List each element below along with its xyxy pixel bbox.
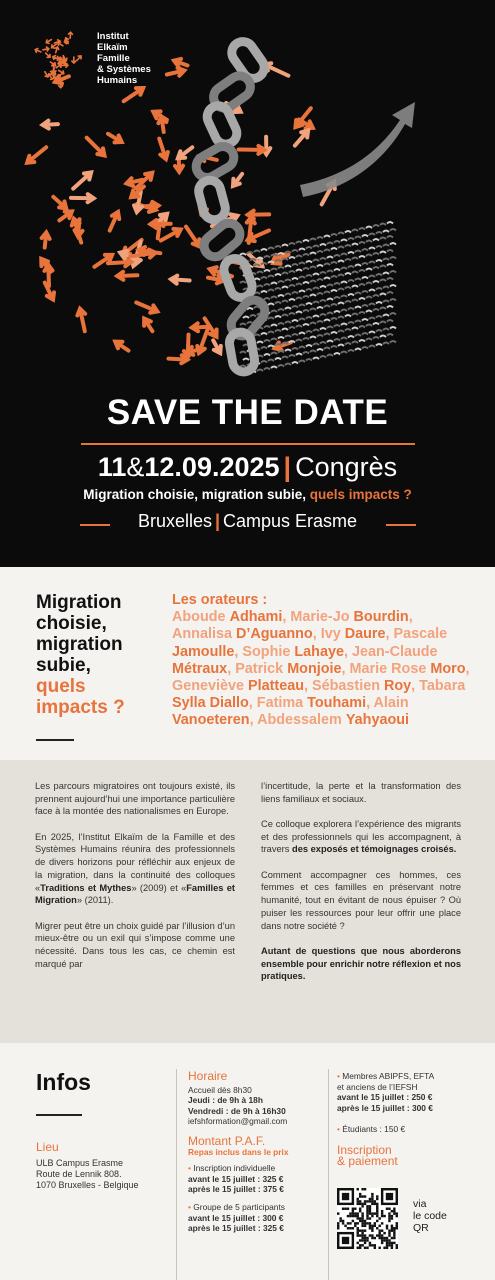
theme-line-3: migration xyxy=(36,634,123,655)
orator-name: Patrick Monjoie xyxy=(235,660,342,677)
subtitle-highlight: quels impacts ? xyxy=(309,487,412,502)
inscription-title-2: & paiement xyxy=(337,1153,398,1168)
venue-name: Campus Erasme xyxy=(223,511,358,531)
paragraph: En 2025, l’Institut Elkaïm de la Famille et des Systèmes Humains réunira des professionnels de divers horizons pour réfléchir aux enjeux de la migration, dans la continuité des colloques «Traditions et Mythes» (2009) et «Familles et Migration» (2011). xyxy=(35,831,235,906)
event-type: Congrès xyxy=(295,452,398,482)
event-subtitle xyxy=(0,487,495,502)
lieu-address xyxy=(36,1158,139,1191)
theme-divider xyxy=(36,739,74,741)
logo-line-1: Institut xyxy=(97,31,129,42)
colloquium-title: Familles et Migration xyxy=(35,882,235,906)
orator-name: Ivy Daure xyxy=(320,626,386,643)
infos-title: Infos xyxy=(36,1069,91,1095)
paragraph: Les parcours migratoires ont toujours existé, ils prennent aujourd’hui une importance particulière face à la montée des nationalismes en Europe. xyxy=(35,781,235,817)
paf-individual: • Inscription individuelle xyxy=(188,1163,276,1174)
paf-subtitle: Repas inclus dans le prix xyxy=(188,1146,289,1157)
horaire-welcome: Accueil dès 8h30 xyxy=(188,1084,252,1095)
orator-name: Geneviève Platteau xyxy=(172,678,304,695)
orator-name: Abdessalem Yahyaoui xyxy=(257,712,410,729)
orator-name: Marie Rose Moro xyxy=(349,660,466,677)
paf-title: Montant P.A.F. xyxy=(188,1133,266,1148)
paf-group-after: après le 15 juillet : 325 € xyxy=(188,1223,284,1234)
orator-name: Marie-Jo Bourdin xyxy=(290,609,409,626)
theme-highlight-2: impacts ? xyxy=(36,697,125,718)
orator-name: Tabara Sylla Diallo xyxy=(172,678,466,712)
address-line: ULB Campus Erasme xyxy=(36,1158,124,1168)
description-column-left xyxy=(35,780,235,983)
orator-name: Alain Vanoeteren xyxy=(172,695,409,729)
theme-highlight-1: quels xyxy=(36,676,86,697)
hero-banner xyxy=(0,0,495,567)
email-link[interactable]: iefshformation@gmail.com xyxy=(188,1116,288,1127)
speakers-section xyxy=(0,567,495,760)
horaire-day2: Vendredi : de 9h à 16h30 xyxy=(188,1105,286,1116)
lieu-title: Lieu xyxy=(36,1140,59,1154)
date-amp: & xyxy=(126,452,145,482)
date-end: 12.09.2025 xyxy=(144,452,280,482)
paf-individual-after: après le 15 juillet : 375 € xyxy=(188,1184,284,1195)
orators-list: Les orateurs : Aboude Adhami, Marie-Jo Bourdin, Annalisa D’Aguanno, Ivy Daure, Pascale Jamoulle, Sophie Lahaye, Jean-Claude Métraux, Patrick Monjoie, Marie Rose Moro, Geneviève Platteau, Sébastien Roy, Tabara Sylla Diallo, Fatima Touhami, Alain Vanoeteren, Abdessalem Yahyaoui xyxy=(172,592,470,729)
column-divider xyxy=(176,1069,177,1280)
inscription-title: Inscription xyxy=(337,1142,392,1157)
orator-name: Aboude Adhami xyxy=(172,609,283,626)
paragraph: l’incertitude, la perte et la transformation des liens familiaux et sociaux. xyxy=(261,781,461,804)
colloquium-title: Traditions et Mythes xyxy=(40,882,132,893)
venue-separator: | xyxy=(214,511,221,531)
schedule-and-fees xyxy=(188,1071,323,1234)
theme-line-4: subie, xyxy=(36,655,91,676)
venue-city: Bruxelles xyxy=(137,511,212,531)
theme-title xyxy=(36,592,125,718)
emphasis: des exposés et témoignages croisés. xyxy=(292,844,457,855)
date-start: 11 xyxy=(97,452,127,482)
students-price: • Étudiants : 150 € xyxy=(337,1124,406,1135)
orator-name: Annalisa D’Aguanno xyxy=(172,626,313,643)
theme-line-2: choisie, xyxy=(36,613,107,634)
subtitle-main: Migration choisie, migration subie, xyxy=(83,487,306,502)
institute-name xyxy=(97,31,151,86)
orators-title: Les orateurs : xyxy=(172,592,268,608)
qr-line: via xyxy=(413,1198,427,1210)
infos-section xyxy=(0,1043,495,1280)
members-and-registration xyxy=(337,1071,477,1166)
qr-line: le code xyxy=(413,1210,447,1222)
orator-name: Sébastien Roy xyxy=(312,678,412,695)
date-separator: | xyxy=(283,452,292,482)
save-the-date-heading: SAVE THE DATE xyxy=(106,393,389,432)
institute-logo-icon xyxy=(28,28,90,90)
paf-group-before: avant le 15 juillet : 300 € xyxy=(188,1212,284,1223)
paragraph xyxy=(261,945,461,983)
description-section xyxy=(0,760,495,1043)
orator-name: Fatima Touhami xyxy=(256,695,367,712)
paragraph: Ce colloque explorera l’expérience des migrants et des professionnels qui les accompagnent, à travers des exposés et témoignages croisés. xyxy=(261,819,461,855)
address-line: Route de Lennik 808. xyxy=(36,1169,122,1179)
logo-line-5: Humains xyxy=(97,75,138,86)
paf-individual-before: avant le 15 juillet : 325 € xyxy=(188,1173,284,1184)
qr-line: QR xyxy=(413,1222,429,1234)
logo-line-3: Famille xyxy=(97,53,130,64)
qr-caption xyxy=(413,1198,447,1234)
members-line-2: et anciens de l’IEFSH xyxy=(337,1081,418,1092)
horaire-title: Horaire xyxy=(188,1069,228,1083)
orange-divider xyxy=(81,443,415,445)
members-before: avant le 15 juillet : 250 € xyxy=(337,1092,433,1103)
infos-divider xyxy=(36,1114,82,1116)
horaire-day1: Jeudi : de 9h à 18h xyxy=(188,1095,263,1106)
paf-group: • Groupe de 5 participants xyxy=(188,1201,285,1212)
theme-line-1: Migration xyxy=(36,592,122,613)
address-line: 1070 Bruxelles - Belgique xyxy=(36,1180,139,1190)
column-divider xyxy=(328,1069,329,1280)
logo-line-2: Elkaïm xyxy=(97,42,128,53)
qr-code-icon[interactable] xyxy=(337,1188,398,1249)
members-after: après le 15 juillet : 300 € xyxy=(337,1102,433,1113)
logo-line-4: & Systèmes xyxy=(97,64,151,75)
event-dateline xyxy=(0,452,495,483)
orator-name: Pascale Jamoulle xyxy=(172,626,448,660)
orator-name: Sophie Lahaye xyxy=(242,643,344,660)
emphasis: Autant de questions que nous aborderons ensemble pour enrichir notre réflexion et nos pratiques. xyxy=(261,945,461,982)
description-column-right xyxy=(261,780,461,996)
event-venue xyxy=(0,511,495,532)
paragraph: Comment accompagner ces hommes, ces femmes et ces familles en préservant notre humanité, tout en évitant de nous épuiser ? Où puiser les ressources pour leur offrir une place dans notre société ? xyxy=(261,869,461,931)
members-line: • Membres ABIPFS, EFTA xyxy=(337,1071,435,1081)
paragraph: Migrer peut être un choix guidé par l’illusion d’un mieux-être ou un exil qui s’impose comme une nécessité. Dans tous les cas, ce chemin est marqué par xyxy=(35,920,235,969)
orator-name: Jean-Claude Métraux xyxy=(172,643,438,677)
